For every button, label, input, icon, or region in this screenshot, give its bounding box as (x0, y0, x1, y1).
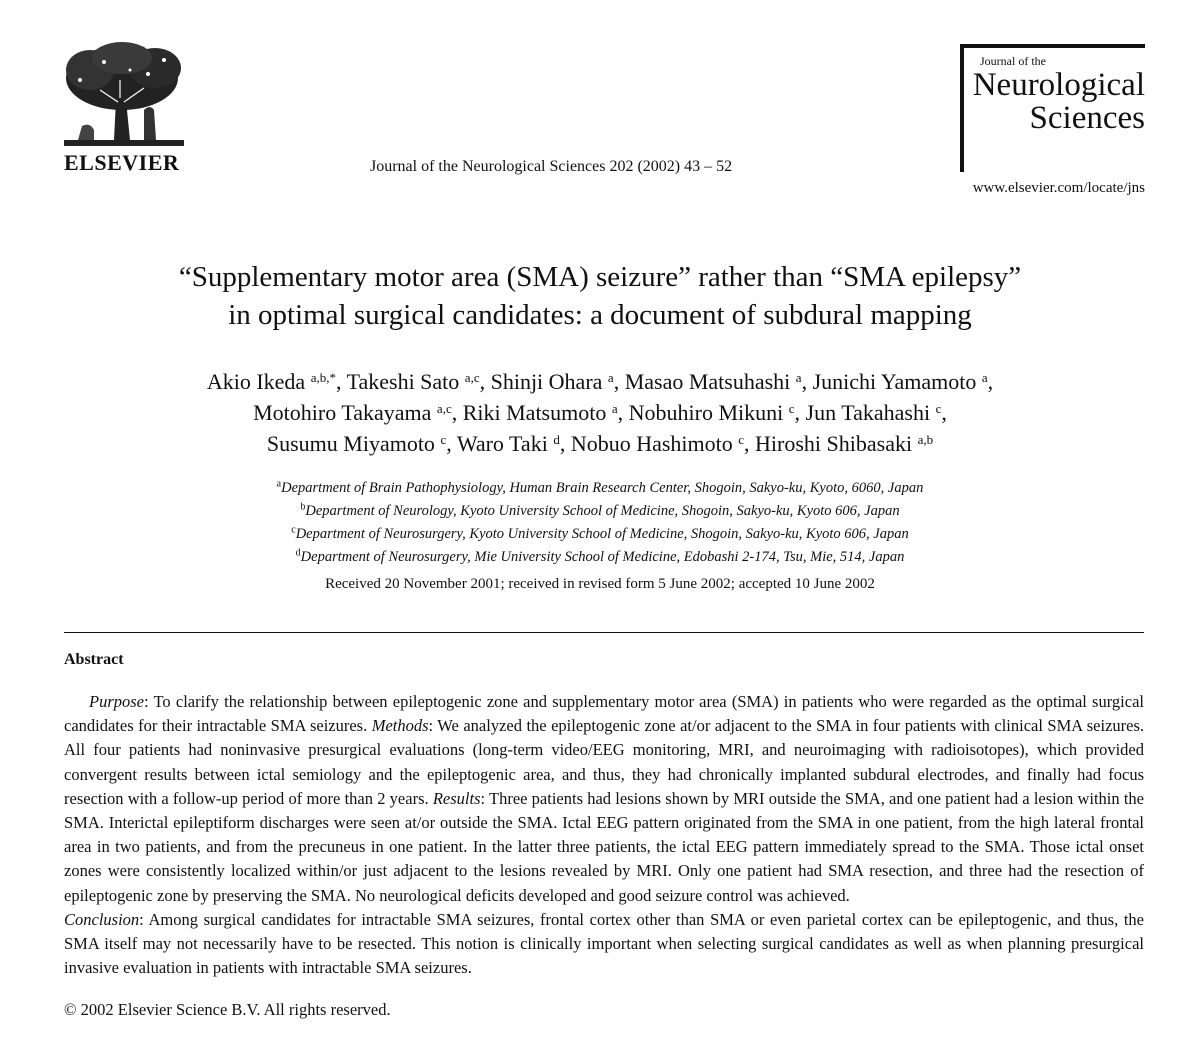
author-separator: , (559, 431, 571, 456)
affiliation-marker: d (295, 547, 301, 559)
affiliation-marker: c (291, 524, 296, 536)
author-affiliation-marker[interactable]: c (935, 400, 942, 416)
author-affiliation-marker[interactable]: c (440, 431, 447, 447)
author-name: Motohiro Takayama (253, 400, 432, 425)
conclusion-label: Conclusion (64, 909, 140, 929)
author-affiliation-marker[interactable]: a (611, 400, 618, 416)
author-affiliation-marker[interactable]: a,c (436, 400, 452, 416)
journal-of-label: Journal of the (980, 54, 1046, 68)
author-line-1 (60, 366, 1140, 397)
affiliation-text: Department of Neurology, Kyoto University School of Medicine, Shogoin, Sakyo-ku, Kyoto 606, Japan (305, 503, 900, 519)
brand-top-rule (960, 44, 1145, 48)
author-affiliation-marker[interactable]: d (553, 431, 560, 447)
affiliation-item (60, 546, 1140, 569)
author-line-2 (60, 397, 1140, 428)
author-separator: , (987, 369, 994, 394)
affiliation-text: Department of Neurosurgery, Mie University School of Medicine, Edobashi 2-174, Tsu, Mie, 514, Japan (300, 549, 905, 565)
author-separator: , (941, 400, 947, 425)
methods-text: : We analyzed the epileptogenic zone at/or adjacent to the SMA in four patients with clinical SMA seizures. All four patients had noninvasive presurgical evaluations (long-term video/EEG monitoring, MRI, and neuroimaging with radioisotopes), which provided convergent results between ictal semiology and the epileptogenic area, and thus, they had chronically implanted subdural electrodes, and finally had focus resection with a follow-up period of more than 2 years. (64, 716, 1145, 808)
author-name: Riki Matsumoto (462, 400, 607, 425)
abstract-heading: Abstract (64, 651, 124, 668)
affiliation-text: Department of Brain Pathophysiology, Human Brain Research Center, Shogoin, Sakyo-ku, Kyoto, 6060, Japan (281, 480, 924, 496)
affiliation-list (60, 477, 1140, 569)
abstract-body (64, 690, 1144, 980)
author-name: Akio Ikeda (206, 369, 306, 394)
title-line-2: in optimal surgical candidates: a document of subdural mapping (228, 299, 972, 331)
purpose-text: : To clarify the relationship between epileptogenic zone and supplementary motor area (SMA) in patients who were regarded as the optimal surgical candidates for their intractable SMA seizures. (64, 692, 1144, 736)
author-affiliation-marker[interactable]: a,b (917, 431, 934, 447)
affiliation-marker: a (276, 478, 282, 490)
page-header (0, 0, 1200, 230)
results-text: : Three patients had lesions shown by MRI outside the SMA, and one patient had a lesion within the SMA. Interictal epileptiform discharges were seen at/or outside the SMA. Ictal EEG pattern originated from the SMA in one patient, from the high lateral frontal area in two patients, and from the precuneus in one patient. In the latter three patients, the ictal EEG pattern immediately spread to the SMA. Those ictal onset zones were consistently localized within/or just adjacent to the lesions revealed by MRI. Only one patient had SMA resection, and three had the resection of epileptogenic zone by preserving the SMA. No neurological deficits developed and good seizure control was achieved. (64, 788, 1144, 905)
author-separator: , (794, 400, 806, 425)
publisher-name: ELSEVIER (64, 150, 180, 175)
author-separator: , (801, 369, 813, 394)
affiliation-text: Department of Neurosurgery, Kyoto University School of Medicine, Shogoin, Sakyo-ku, Kyoto 606, Japan (295, 526, 909, 542)
abstract-paragraph (64, 690, 1144, 980)
author-affiliation-marker[interactable]: c (738, 431, 745, 447)
journal-brand (960, 44, 1145, 135)
author-name: Jun Takahashi (805, 400, 931, 425)
journal-citation: Journal of the Neurological Sciences 202 (2002) 43 – 52 (370, 158, 733, 175)
methods-label: Methods (371, 716, 429, 736)
author-separator: , (613, 369, 625, 394)
author-separator: , (446, 431, 457, 456)
affiliation-item (60, 500, 1140, 523)
author-separator: , (451, 400, 463, 425)
author-name: Susumu Miyamoto (266, 431, 435, 456)
affiliation-item (60, 523, 1140, 546)
author-line-3 (60, 428, 1140, 459)
journal-name-line2: Sciences (1029, 100, 1145, 136)
journal-url[interactable]: www.elsevier.com/locate/jns (972, 180, 1145, 196)
author-separator: , (617, 400, 629, 425)
author-affiliation-marker[interactable]: a (981, 369, 988, 385)
results-label: Results (432, 788, 481, 808)
section-divider (64, 632, 1144, 633)
author-affiliation-marker[interactable]: a (607, 369, 614, 385)
author-name: Masao Matsuhashi (624, 369, 791, 394)
author-affiliation-marker[interactable]: c (788, 400, 795, 416)
article-title (40, 258, 1160, 334)
conclusion-text: : Among surgical candidates for intractable SMA seizures, frontal cortex other than SMA or even parietal cortex can be epileptogenic, and thus, the SMA itself may not necessarily have to be resected. This notion is clinically important when selecting surgical candidates as well as when planning presurgical invasive evaluation in patients with intractable SMA seizures. (64, 909, 1144, 978)
author-name: Waro Taki (456, 431, 548, 456)
author-affiliation-marker[interactable]: a,b,* (310, 369, 336, 385)
affiliation-marker: b (300, 501, 306, 513)
title-line-1: “Supplementary motor area (SMA) seizure” rather than “SMA epilepsy” (178, 261, 1022, 293)
author-name: Takeshi Sato (346, 369, 460, 394)
author-separator: , (335, 369, 347, 394)
author-separator: , (479, 369, 491, 394)
author-separator: , (744, 431, 756, 456)
purpose-label: Purpose (89, 692, 144, 711)
author-affiliation-marker[interactable]: a (795, 369, 802, 385)
author-name: Hiroshi Shibasaki (755, 431, 913, 456)
author-name: Nobuo Hashimoto (570, 431, 733, 456)
received-dates: Received 20 November 2001; received in revised form 5 June 2002; accepted 10 June 2002 (325, 576, 875, 592)
affiliation-item (60, 477, 1140, 500)
journal-name-line1: Neurological (972, 67, 1145, 103)
author-name: Nobuhiro Mikuni (628, 400, 784, 425)
author-affiliation-marker[interactable]: a,c (464, 369, 480, 385)
author-list (60, 366, 1140, 459)
copyright-notice: © 2002 Elsevier Science B.V. All rights reserved. (64, 1000, 391, 1019)
author-name: Junichi Yamamoto (812, 369, 977, 394)
tree-icon (60, 40, 188, 150)
author-name: Shinji Ohara (490, 369, 603, 394)
